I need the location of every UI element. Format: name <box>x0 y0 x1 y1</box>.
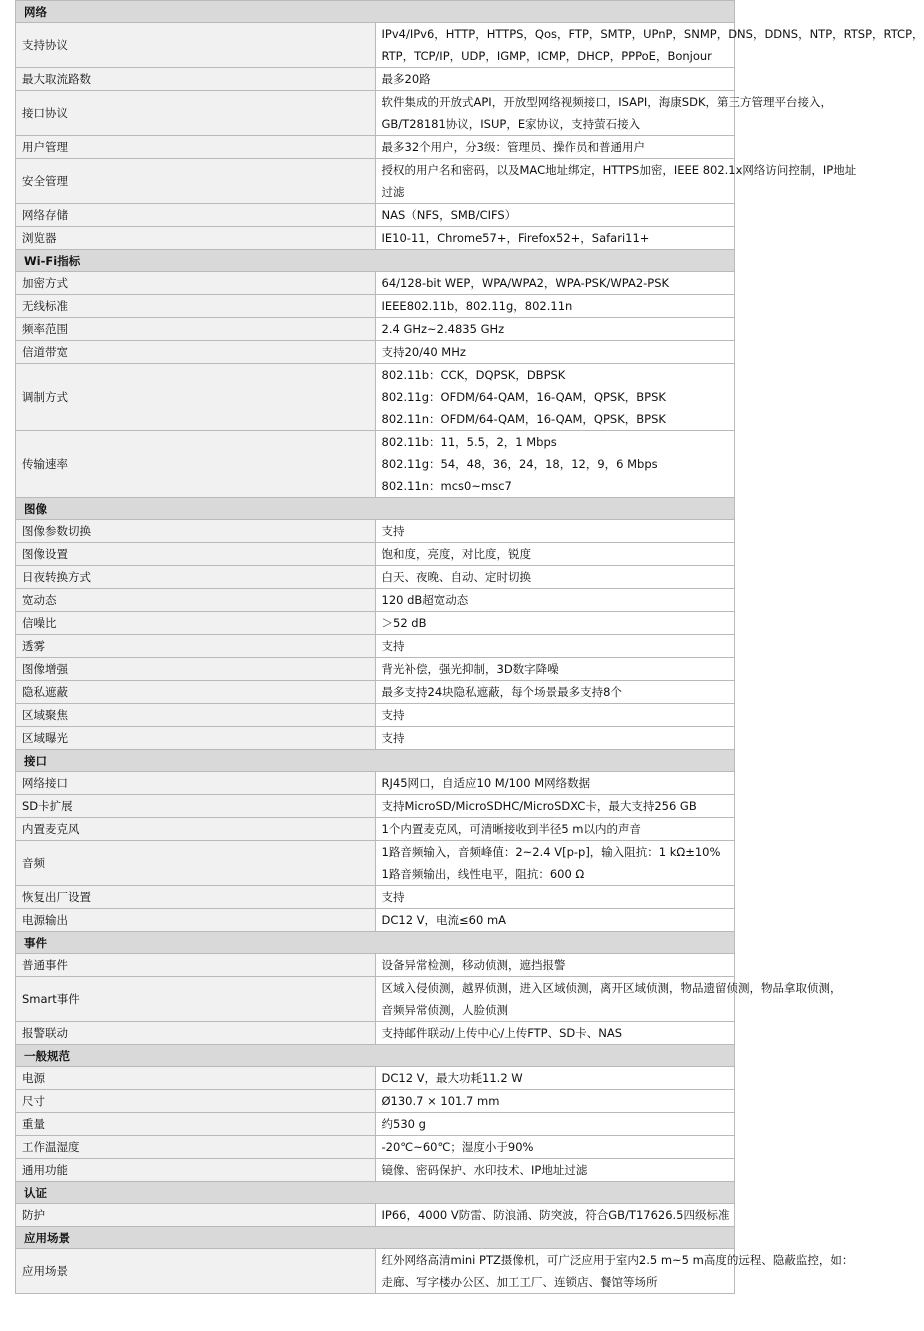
spec-value-line: 约530 g <box>381 1117 426 1131</box>
spec-value-line: GB/T28181协议，ISUP，E家协议，支持萤石接入 <box>381 117 641 131</box>
spec-value-line: 过滤 <box>381 185 405 199</box>
spec-label: 普通事件 <box>16 954 376 977</box>
spec-value <box>375 818 735 841</box>
spec-label: 频率范围 <box>16 318 376 341</box>
spec-value-line: 1路音频输入，音频峰值：2~2.4 V[p-p]，输入阻抗：1 kΩ±10% <box>381 845 721 859</box>
spec-row <box>16 886 735 909</box>
spec-value <box>375 431 735 498</box>
section-title: 接口 <box>16 750 735 772</box>
spec-label: 内置麦克风 <box>16 818 376 841</box>
spec-label: 隐私遮蔽 <box>16 681 376 704</box>
spec-value-line: 支持 <box>381 639 405 653</box>
spec-value-line: 802.11g：OFDM/64-QAM，16-QAM，QPSK，BPSK <box>381 390 666 404</box>
spec-row <box>16 1249 735 1294</box>
spec-label: 防护 <box>16 1204 376 1227</box>
spec-label: 信噪比 <box>16 612 376 635</box>
spec-value <box>375 681 735 704</box>
spec-row <box>16 543 735 566</box>
spec-label: 图像参数切换 <box>16 520 376 543</box>
section-header-row <box>16 932 735 954</box>
spec-row <box>16 612 735 635</box>
spec-value-line: 64/128-bit WEP，WPA/WPA2，WPA-PSK/WPA2-PSK <box>381 276 670 290</box>
spec-label: 应用场景 <box>16 1249 376 1294</box>
spec-row <box>16 1022 735 1045</box>
spec-label: 安全管理 <box>16 159 376 204</box>
spec-row <box>16 635 735 658</box>
spec-value-line: 支持 <box>381 731 405 745</box>
spec-label: 用户管理 <box>16 136 376 159</box>
spec-label: 加密方式 <box>16 272 376 295</box>
spec-value <box>375 1090 735 1113</box>
spec-label: 电源输出 <box>16 909 376 932</box>
spec-value-line: IPv4/IPv6，HTTP，HTTPS，Qos，FTP，SMTP，UPnP，SNMP，DNS，DDNS，NTP，RTSP，RTCP， <box>381 27 924 41</box>
section-header-row <box>16 1182 735 1204</box>
spec-value <box>375 704 735 727</box>
spec-value <box>375 159 857 204</box>
spec-value-line: 饱和度，亮度，对比度，锐度 <box>381 547 531 561</box>
spec-value-line: 支持 <box>381 708 405 722</box>
spec-label: 支持协议 <box>16 23 376 68</box>
spec-label: 浏览器 <box>16 227 376 250</box>
spec-value-line: NAS（NFS，SMB/CIFS） <box>381 208 517 222</box>
spec-row <box>16 272 735 295</box>
section-title: 图像 <box>16 498 735 520</box>
spec-label: 最大取流路数 <box>16 68 376 91</box>
spec-table <box>15 0 924 1294</box>
spec-row <box>16 909 735 932</box>
spec-value-line: 802.11n：OFDM/64-QAM，16-QAM，QPSK，BPSK <box>381 412 666 426</box>
spec-value <box>375 1159 735 1182</box>
spec-value <box>375 727 735 750</box>
spec-label: Smart事件 <box>16 977 376 1022</box>
spec-value <box>375 520 735 543</box>
spec-value <box>375 1067 735 1090</box>
spec-value <box>375 23 924 68</box>
spec-row <box>16 1067 735 1090</box>
spec-value <box>375 341 735 364</box>
spec-value-line: 1路音频输出，线性电平，阻抗：600 Ω <box>381 867 585 881</box>
spec-row <box>16 431 735 498</box>
spec-value-line: 授权的用户名和密码，以及MAC地址绑定，HTTPS加密，IEEE 802.1x网络访问控制，IP地址 <box>381 163 857 177</box>
spec-label: 区域曝光 <box>16 727 376 750</box>
spec-row <box>16 91 735 136</box>
spec-value <box>375 364 735 431</box>
spec-value <box>375 136 735 159</box>
spec-value-line: 支持 <box>381 890 405 904</box>
spec-value <box>375 543 735 566</box>
section-header-row <box>16 1 735 23</box>
spec-value <box>375 909 735 932</box>
spec-value <box>375 795 735 818</box>
spec-table-body <box>16 1 924 1294</box>
spec-value-line: 802.11b：CCK，DQPSK，DBPSK <box>381 368 566 382</box>
spec-row <box>16 977 735 1022</box>
spec-value-line: 最多20路 <box>381 72 431 86</box>
spec-label: 图像增强 <box>16 658 376 681</box>
spec-value <box>375 68 735 91</box>
section-title: 认证 <box>16 1182 735 1204</box>
spec-value-line: 镜像、密码保护、水印技术、IP地址过滤 <box>381 1163 588 1177</box>
spec-label: 传输速率 <box>16 431 376 498</box>
spec-value-line: 802.11b：11，5.5，2，1 Mbps <box>381 435 557 449</box>
spec-label: 重量 <box>16 1113 376 1136</box>
spec-value <box>375 91 832 136</box>
section-header-row <box>16 498 735 520</box>
spec-value <box>375 1113 735 1136</box>
section-title: 一般规范 <box>16 1045 735 1067</box>
section-header-row <box>16 1045 735 1067</box>
spec-label: 信道带宽 <box>16 341 376 364</box>
spec-value <box>375 566 735 589</box>
spec-row <box>16 589 735 612</box>
spec-value <box>375 635 735 658</box>
spec-value <box>375 295 735 318</box>
spec-row <box>16 1159 735 1182</box>
spec-label: 网络存储 <box>16 204 376 227</box>
spec-value-line: IEEE802.11b，802.11g，802.11n <box>381 299 573 313</box>
spec-row <box>16 136 735 159</box>
spec-value <box>375 886 735 909</box>
spec-label: 工作温湿度 <box>16 1136 376 1159</box>
spec-label: 网络接口 <box>16 772 376 795</box>
spec-value <box>375 612 735 635</box>
spec-value-line: 802.11n：mcs0~msc7 <box>381 479 512 493</box>
spec-value-line: 支持MicroSD/MicroSDHC/MicroSDXC卡，最大支持256 GB <box>381 799 697 813</box>
spec-value-line: Ø130.7 × 101.7 mm <box>381 1094 500 1108</box>
section-title: 事件 <box>16 932 735 954</box>
spec-row <box>16 841 735 886</box>
spec-row <box>16 727 735 750</box>
spec-row <box>16 772 735 795</box>
spec-value-line: 设备异常检测，移动侦测，遮挡报警 <box>381 958 566 972</box>
spec-label: 电源 <box>16 1067 376 1090</box>
spec-value <box>375 658 735 681</box>
spec-label: 报警联动 <box>16 1022 376 1045</box>
spec-value-line: IE10-11，Chrome57+，Firefox52+，Safari11+ <box>381 231 650 245</box>
spec-row <box>16 159 735 204</box>
spec-value-line: DC12 V，最大功耗11.2 W <box>381 1071 523 1085</box>
spec-row <box>16 704 735 727</box>
spec-value-line: 白天、夜晚、自动、定时切换 <box>381 570 531 584</box>
spec-value-line: 802.11g：54，48，36，24，18，12，9，6 Mbps <box>381 457 658 471</box>
spec-label: 宽动态 <box>16 589 376 612</box>
spec-row <box>16 1113 735 1136</box>
spec-value-line: 支持 <box>381 524 405 538</box>
spec-value <box>375 954 735 977</box>
spec-value-line: 红外网络高清mini PTZ摄像机，可广泛应用于室内2.5 m~5 m高度的远程、隐蔽监控，如： <box>381 1253 854 1267</box>
spec-row <box>16 1136 735 1159</box>
spec-value-line: 软件集成的开放式API，开放型网络视频接口，ISAPI，海康SDK，第三方管理平台接入， <box>381 95 832 109</box>
spec-value-line: 最多32个用户，分3级：管理员、操作员和普通用户 <box>381 140 645 154</box>
spec-label: 尺寸 <box>16 1090 376 1113</box>
spec-label: 无线标准 <box>16 295 376 318</box>
spec-label: 恢复出厂设置 <box>16 886 376 909</box>
spec-row <box>16 818 735 841</box>
spec-label: SD卡扩展 <box>16 795 376 818</box>
spec-value <box>375 204 735 227</box>
spec-label: 透雾 <box>16 635 376 658</box>
spec-value-line: RTP，TCP/IP，UDP，IGMP，ICMP，DHCP，PPPoE，Bonjour <box>381 49 712 63</box>
spec-value <box>375 272 735 295</box>
spec-value-line: 120 dB超宽动态 <box>381 593 469 607</box>
spec-value-line: 区域入侵侦测，越界侦测，进入区域侦测，离开区域侦测，物品遗留侦测，物品拿取侦测， <box>381 981 842 995</box>
section-title: 网络 <box>16 1 735 23</box>
spec-value <box>375 227 735 250</box>
spec-row <box>16 658 735 681</box>
spec-value-line: -20℃~60℃；湿度小于90% <box>381 1140 534 1154</box>
spec-value <box>375 589 735 612</box>
spec-label: 图像设置 <box>16 543 376 566</box>
spec-value <box>375 772 735 795</box>
spec-row <box>16 227 735 250</box>
spec-row <box>16 954 735 977</box>
spec-value-line: RJ45网口，自适应10 M/100 M网络数据 <box>381 776 591 790</box>
spec-value <box>375 977 842 1022</box>
spec-row <box>16 341 735 364</box>
spec-label: 调制方式 <box>16 364 376 431</box>
spec-row <box>16 520 735 543</box>
spec-row <box>16 318 735 341</box>
spec-value-line: 2.4 GHz~2.4835 GHz <box>381 322 505 336</box>
spec-row <box>16 23 735 68</box>
spec-row <box>16 795 735 818</box>
spec-label: 区域聚焦 <box>16 704 376 727</box>
spec-value-line: 最多支持24块隐私遮蔽，每个场景最多支持8个 <box>381 685 622 699</box>
spec-value-line: DC12 V，电流≤60 mA <box>381 913 507 927</box>
section-header-row <box>16 1227 735 1249</box>
spec-row <box>16 68 735 91</box>
spec-value-line: ＞52 dB <box>381 616 427 630</box>
section-title: Wi-Fi指标 <box>16 250 735 272</box>
spec-value-line: 音频异常侦测，人脸侦测 <box>381 1003 508 1017</box>
spec-row <box>16 566 735 589</box>
spec-row <box>16 681 735 704</box>
spec-label: 音频 <box>16 841 376 886</box>
spec-row <box>16 1090 735 1113</box>
spec-row <box>16 364 735 431</box>
spec-row <box>16 204 735 227</box>
spec-row <box>16 295 735 318</box>
spec-value <box>375 1022 735 1045</box>
spec-value-line: 走廊、写字楼办公区、加工工厂、连锁店、餐馆等场所 <box>381 1275 658 1289</box>
spec-label: 日夜转换方式 <box>16 566 376 589</box>
spec-label: 接口协议 <box>16 91 376 136</box>
section-header-row <box>16 250 735 272</box>
spec-value-line: 支持20/40 MHz <box>381 345 466 359</box>
spec-value <box>375 841 735 886</box>
spec-value-line: 背光补偿，强光抑制，3D数字降噪 <box>381 662 559 676</box>
spec-value <box>375 1249 854 1294</box>
spec-label: 通用功能 <box>16 1159 376 1182</box>
spec-value-line: 1个内置麦克风，可清晰接收到半径5 m以内的声音 <box>381 822 641 836</box>
spec-value <box>375 1136 735 1159</box>
spec-value <box>375 318 735 341</box>
spec-value <box>375 1204 735 1227</box>
section-header-row <box>16 750 735 772</box>
spec-value-line: 支持邮件联动/上传中心/上传FTP、SD卡、NAS <box>381 1026 623 1040</box>
spec-value-line: IP66，4000 V防雷、防浪涌、防突波，符合GB/T17626.5四级标准 <box>381 1208 730 1222</box>
spec-row <box>16 1204 735 1227</box>
section-title: 应用场景 <box>16 1227 735 1249</box>
